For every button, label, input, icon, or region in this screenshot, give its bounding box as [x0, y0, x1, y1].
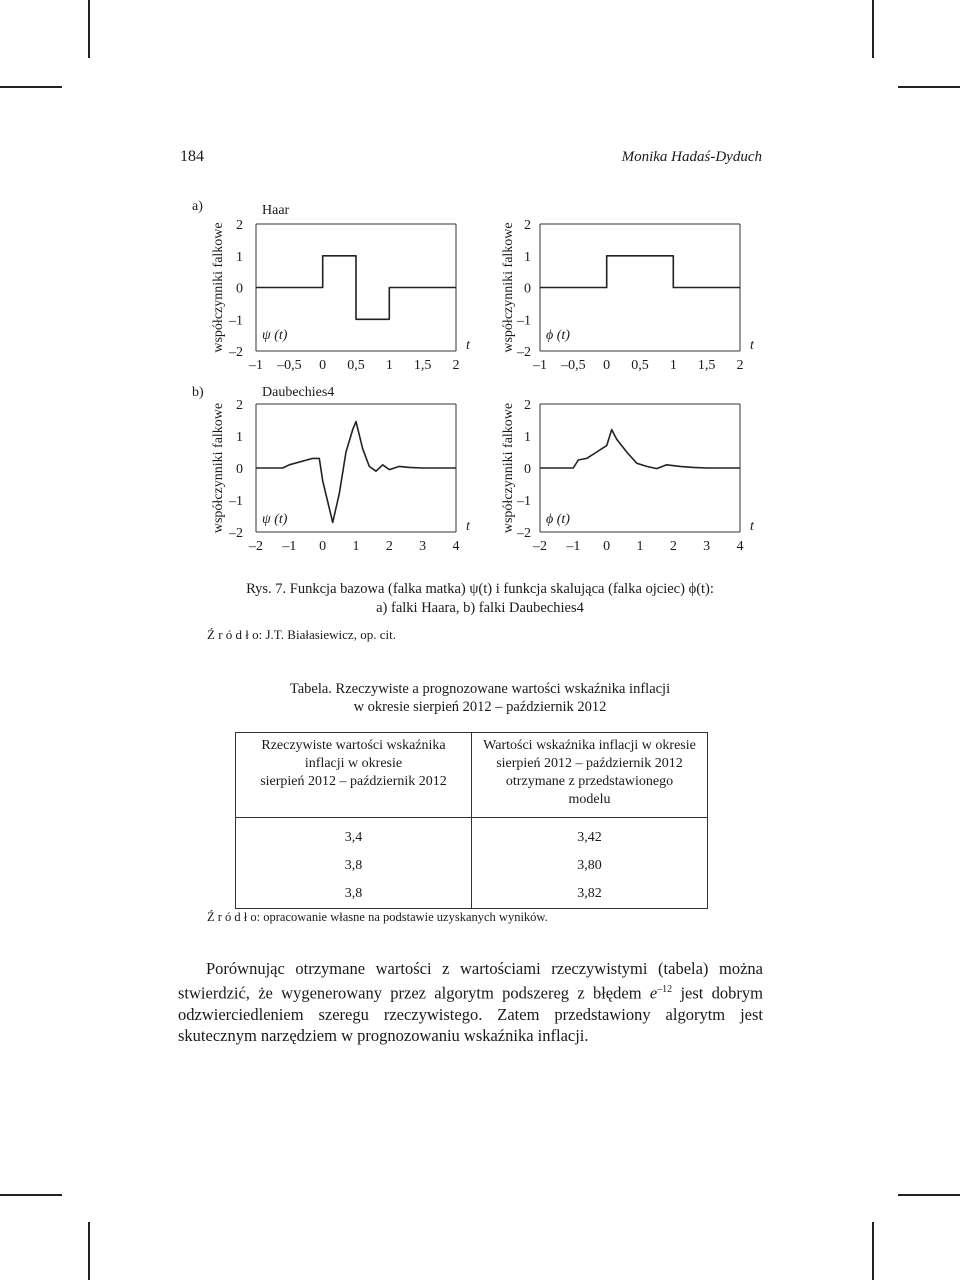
x-tick-label: 0 — [603, 358, 611, 373]
crop-mark — [0, 1194, 62, 1196]
x-tick-label: 0 — [319, 539, 327, 554]
x-tick-label: –2 — [533, 539, 547, 554]
x-tick-label: 0,5 — [631, 358, 649, 373]
table-cell: 3,4 — [236, 818, 472, 853]
table-row — [236, 852, 708, 880]
y-tick-label: 2 — [236, 218, 243, 233]
table-row — [236, 880, 708, 909]
table-source-text: opracowanie własne na podstawie uzyskanych wyników. — [263, 910, 548, 924]
wavelet-curve — [540, 430, 740, 469]
x-tick-label: 1 — [636, 539, 644, 554]
paragraph-text: Porównując otrzymane wartości z wartościami rzeczywistymi (tabela) można stwierdzić, że wygenerowany przez algorytm podszereg z błędem — [178, 959, 763, 1003]
x-tick-label: 1,5 — [697, 358, 716, 373]
table-row — [236, 818, 708, 853]
table-cell: 3,82 — [472, 880, 708, 909]
x-tick-label: 3 — [419, 539, 427, 554]
y-tick-label: 1 — [236, 430, 243, 445]
y-tick-label: 2 — [236, 398, 243, 413]
table-source — [207, 910, 548, 925]
table-source-label: Ź r ó d ł o: — [207, 910, 261, 924]
x-tick-label: –1 — [249, 358, 263, 373]
function-label: ϕ (t) — [546, 512, 570, 527]
panel-title: Haar — [262, 203, 290, 218]
x-tick-label: 4 — [736, 539, 744, 554]
table-header-line: sierpień 2012 – październik 2012 — [260, 774, 447, 789]
figure-caption-line2: a) falki Haara, b) falki Daubechies4 — [376, 600, 584, 616]
y-tick-label: 0 — [236, 281, 243, 297]
table-header-forecast — [472, 733, 708, 818]
y-axis-label: współczynniki falkowe — [211, 402, 226, 534]
x-tick-label: –1 — [533, 358, 547, 373]
y-tick-label: 0 — [524, 462, 531, 477]
y-axis-label: współczynniki falkowe — [501, 402, 516, 534]
y-tick-label: –2 — [517, 345, 531, 360]
x-tick-label: 0,5 — [347, 358, 365, 373]
crop-mark — [898, 1194, 960, 1196]
y-tick-label: 2 — [524, 218, 531, 233]
body-paragraph — [178, 958, 763, 1046]
x-tick-label: 2 — [669, 539, 677, 554]
inflation-table — [235, 732, 708, 909]
y-tick-label: 2 — [524, 398, 531, 413]
figure-source-text: J.T. Białasiewicz, op. cit. — [265, 627, 396, 642]
running-head-author: Monika Hadaś-Dyduch — [621, 149, 762, 165]
x-tick-label: 0 — [319, 358, 327, 373]
wavelet-curve — [540, 256, 740, 288]
table-header-line: sierpień 2012 – październik 2012 — [496, 756, 683, 771]
figure-wavelets — [0, 0, 960, 570]
y-tick-label: –1 — [517, 313, 531, 329]
panel-row-label: a) — [192, 199, 203, 214]
wavelet-curve — [256, 256, 456, 319]
y-axis-label: współczynniki falkowe — [211, 222, 226, 353]
y-tick-label: –1 — [229, 313, 243, 329]
table-title-line2: w okresie sierpień 2012 – październik 2012 — [353, 699, 607, 715]
y-tick-label: 0 — [236, 462, 243, 477]
table-title-line1: Tabela. Rzeczywiste a prognozowane wartości wskaźnika inflacji — [289, 681, 671, 697]
x-axis-label-t: t — [750, 338, 754, 353]
crop-mark — [872, 1222, 874, 1280]
table-cell: 3,42 — [472, 818, 708, 853]
y-tick-label: 0 — [524, 281, 531, 297]
x-tick-label: 1 — [352, 539, 360, 554]
y-tick-label: –1 — [517, 494, 531, 509]
x-axis-label-t: t — [750, 519, 754, 534]
x-tick-label: 1,5 — [413, 358, 432, 373]
figure-source-label: Ź r ó d ł o: — [207, 627, 263, 642]
x-tick-label: –2 — [249, 539, 263, 554]
x-tick-label: –1 — [566, 539, 581, 554]
x-tick-label: 4 — [452, 539, 460, 554]
x-tick-label: 3 — [703, 539, 711, 554]
paragraph-text-continued: jest dobrym odzwierciedleniem szeregu rzeczywistego. Zatem przedstawiony algorytm jest skutecznym narzędziem w prognozowaniu wskaźnika inflacji. — [178, 983, 763, 1045]
function-label: ψ (t) — [262, 328, 288, 343]
table-cell: 3,8 — [236, 852, 472, 880]
y-tick-label: –1 — [229, 494, 243, 509]
x-tick-label: 1 — [669, 358, 677, 373]
figure-caption-line1: Rys. 7. Funkcja bazowa (falka matka) ψ(t) i funkcja skalująca (falka ojciec) ϕ(t): — [246, 581, 714, 597]
table-header-actual — [236, 733, 472, 818]
table-header-line: otrzymane z przedstawionego — [505, 774, 674, 789]
table-header-line: Rzeczywiste wartości wskaźnika — [261, 738, 446, 753]
crop-mark — [88, 1222, 90, 1280]
x-tick-label: 2 — [452, 358, 460, 373]
table-cell: 3,8 — [236, 880, 472, 909]
table-header-line: inflacji w okresie — [304, 756, 403, 771]
y-tick-label: 1 — [524, 249, 531, 265]
table-header-line: Wartości wskaźnika inflacji w okresie — [483, 738, 696, 753]
x-axis-label-t: t — [466, 519, 470, 534]
panel-title: Daubechies4 — [262, 385, 335, 400]
table-header-line: modelu — [568, 792, 611, 807]
y-tick-label: 1 — [236, 249, 243, 265]
error-base: e — [649, 983, 658, 1003]
wavelet-panel — [540, 404, 740, 532]
y-axis-label: współczynniki falkowe — [501, 222, 516, 353]
page-number: 184 — [180, 148, 204, 165]
figure-source — [207, 627, 396, 643]
table-cell: 3,80 — [472, 852, 708, 880]
wavelet-panel — [540, 224, 740, 351]
x-tick-label: –0,5 — [277, 358, 302, 373]
error-exponent: –12 — [657, 984, 673, 995]
function-label: ψ (t) — [262, 512, 288, 527]
function-label: ϕ (t) — [546, 328, 570, 343]
y-tick-label: –2 — [229, 526, 243, 541]
y-tick-label: –2 — [229, 345, 243, 360]
panel-row-label: b) — [192, 385, 204, 400]
y-tick-label: 1 — [524, 430, 531, 445]
x-tick-label: 1 — [385, 358, 393, 373]
y-tick-label: –2 — [517, 526, 531, 541]
x-tick-label: 2 — [736, 358, 744, 373]
x-tick-label: –0,5 — [561, 358, 586, 373]
x-tick-label: 0 — [603, 539, 611, 554]
wavelet-curve — [256, 422, 456, 523]
x-axis-label-t: t — [466, 338, 470, 353]
x-tick-label: –1 — [282, 539, 297, 554]
x-tick-label: 2 — [385, 539, 393, 554]
